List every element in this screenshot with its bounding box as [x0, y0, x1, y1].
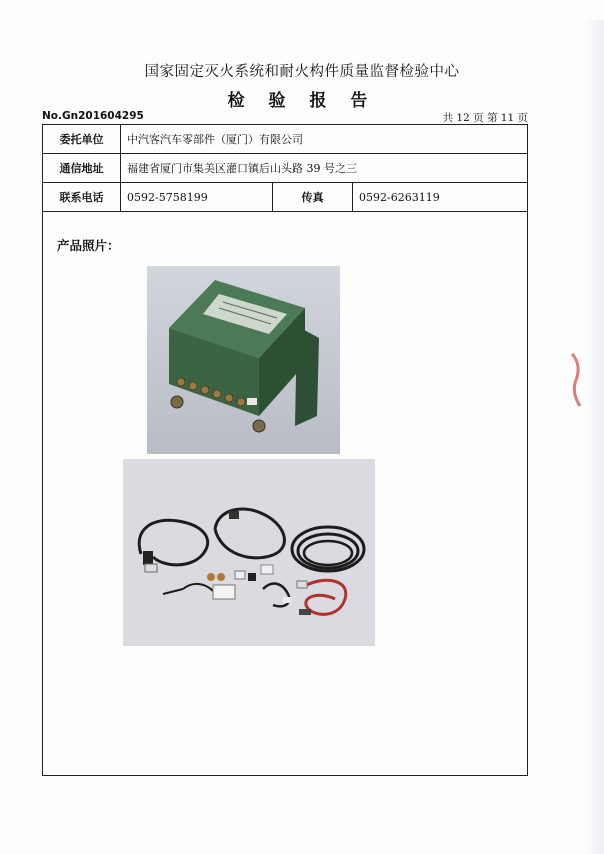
- product-photo-cables: [123, 459, 375, 646]
- photo-heading: 产品照片：: [57, 238, 120, 253]
- fax-value: 0592-6263119: [353, 183, 528, 212]
- cables-image: [123, 459, 375, 646]
- client-label: 委托单位: [43, 125, 121, 154]
- page-info: 共 12 页 第 11 页: [442, 112, 528, 124]
- red-stamp-edge: [570, 350, 582, 410]
- scan-edge-shadow: [584, 20, 604, 854]
- organization-title: 国家固定灭火系统和耐火构件质量监督检验中心: [144, 64, 460, 80]
- address-value: 福建省厦门市集美区灌口镇后山头路 39 号之三: [121, 154, 528, 183]
- product-photo-control-box: [147, 266, 340, 454]
- report-number: No.Gn201604295: [42, 110, 144, 122]
- address-label: 通信地址: [43, 154, 121, 183]
- table-row: [43, 154, 528, 183]
- control-box-image: [147, 266, 340, 454]
- phone-label: 联系电话: [43, 183, 121, 212]
- table-row: [43, 125, 528, 154]
- phone-value: 0592-5758199: [121, 183, 273, 212]
- report-title: 检 验 报 告: [227, 91, 377, 111]
- fax-label: 传真: [273, 183, 353, 212]
- table-row: [43, 183, 528, 212]
- client-info-table: [42, 124, 528, 212]
- client-value: 中汽客汽车零部件（厦门）有限公司: [121, 125, 528, 154]
